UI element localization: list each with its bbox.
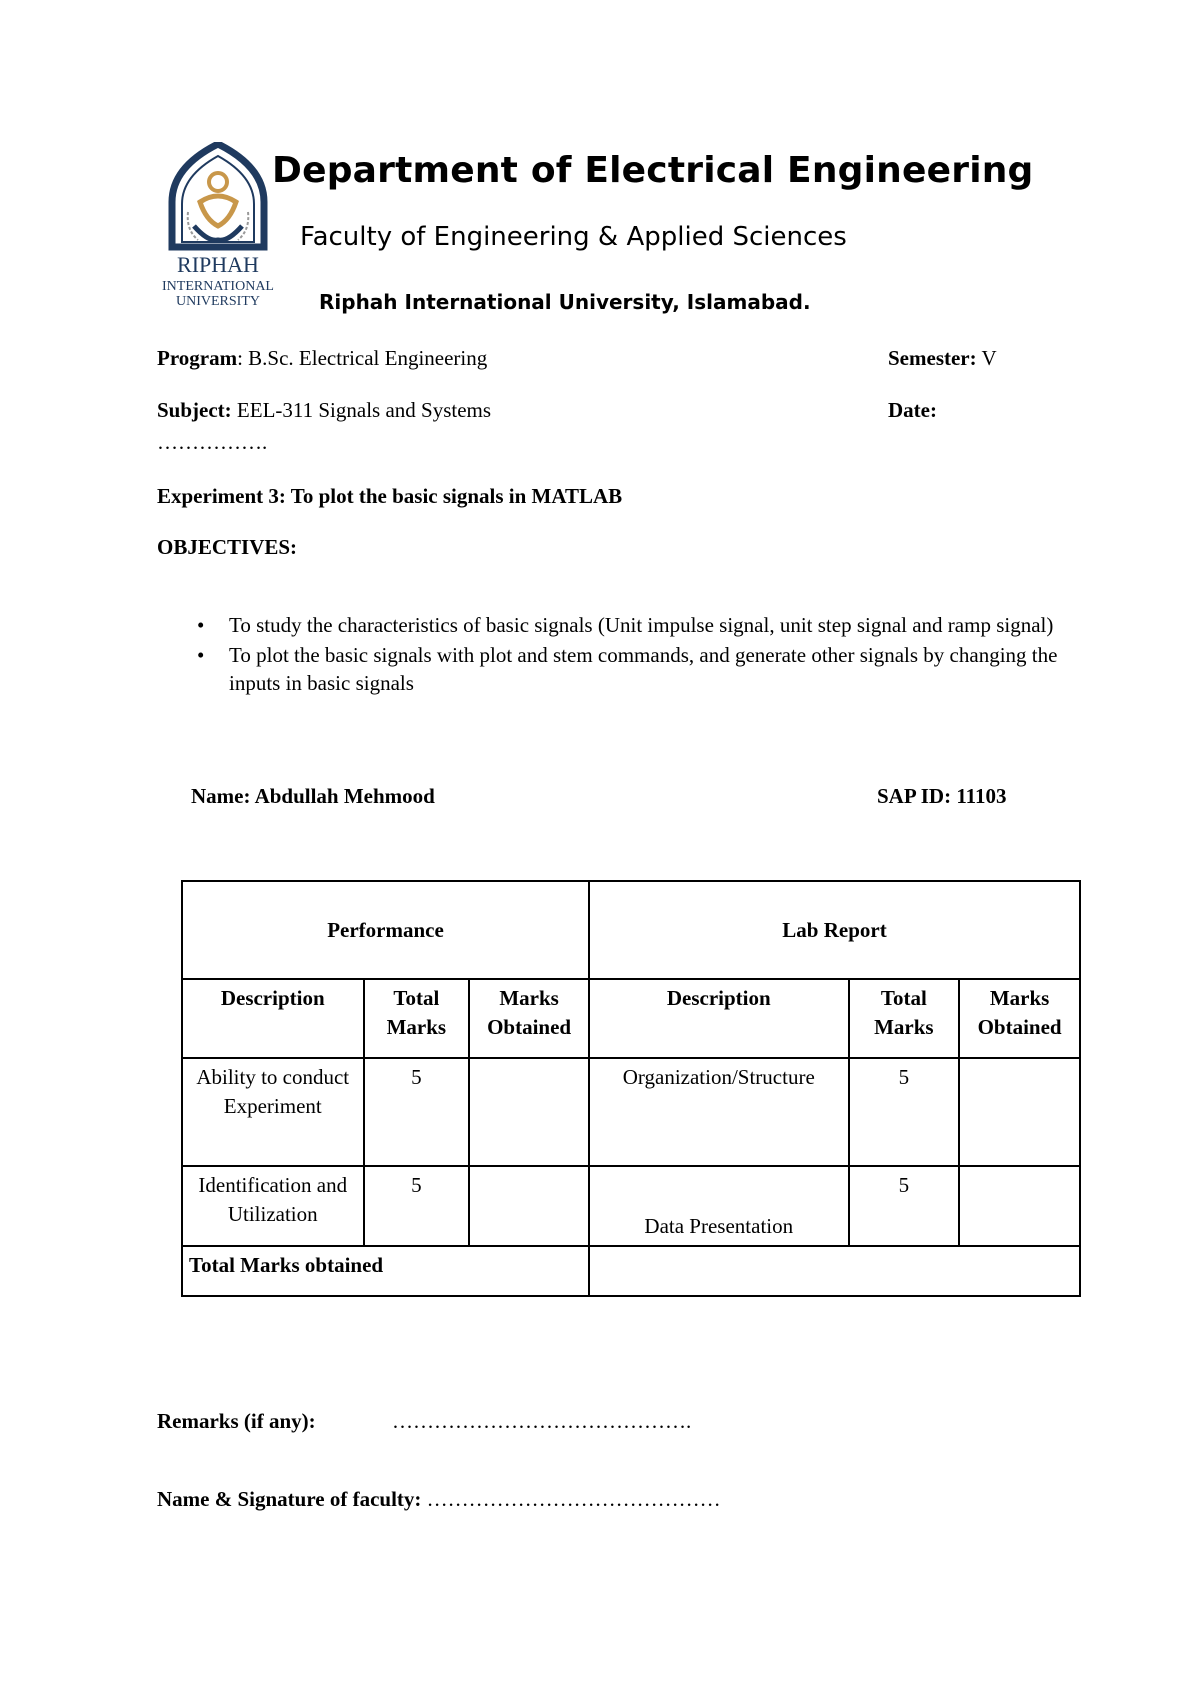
perf-total-cell: 5 — [364, 1166, 470, 1246]
lab-obtained-cell[interactable] — [959, 1166, 1080, 1246]
objective-item — [157, 641, 1087, 697]
perf-description-cell: Identification and Utilization — [182, 1166, 364, 1246]
lab-total-cell: 5 — [849, 1166, 960, 1246]
marks-table — [181, 880, 1081, 1297]
objectives-heading: OBJECTIVES: — [157, 535, 298, 559]
department-title: Department of Electrical Engineering — [272, 150, 1034, 191]
university-logo — [152, 142, 284, 312]
table-row — [182, 1166, 1080, 1246]
column-header-row — [182, 979, 1080, 1058]
experiment-title: Experiment 3: To plot the basic signals in MATLAB — [157, 484, 623, 508]
date-value: ……………. — [157, 430, 268, 454]
riphah-crest-icon — [152, 142, 284, 312]
program-line — [157, 346, 487, 371]
signature-line — [157, 1487, 721, 1512]
signature-label: Name & Signature of faculty: — [157, 1487, 422, 1511]
subject-label: Subject: — [157, 398, 232, 422]
semester-value: V — [981, 346, 997, 370]
logo-text-university: UNIVERSITY — [176, 294, 260, 309]
semester-line — [888, 346, 997, 371]
date-label: Date: — [888, 398, 937, 422]
total-row — [182, 1246, 1080, 1296]
program-value: : B.Sc. Electrical Engineering — [237, 346, 488, 370]
performance-header: Performance — [182, 881, 589, 979]
perf-total-marks-header: Total Marks — [364, 979, 470, 1058]
remarks-dots: ……………………………………. — [392, 1409, 692, 1433]
semester-label: Semester: — [888, 346, 977, 370]
subject-value: EEL-311 Signals and Systems — [236, 398, 492, 422]
total-marks-value[interactable] — [589, 1246, 1080, 1296]
lab-total-marks-header: Total Marks — [849, 979, 960, 1058]
signature-dots: …………………………………… — [426, 1487, 721, 1511]
perf-description-cell: Ability to conduct Experiment — [182, 1058, 364, 1166]
lab-marks-obtained-header: Marks Obtained — [959, 979, 1080, 1058]
perf-total-cell: 5 — [364, 1058, 470, 1166]
program-label: Program — [157, 346, 238, 370]
lab-description-header: Description — [589, 979, 849, 1058]
objectives-list — [157, 611, 1087, 699]
table-header-row — [182, 881, 1080, 979]
perf-marks-obtained-header: Marks Obtained — [469, 979, 589, 1058]
objective-text: To study the characteristics of basic signals (Unit impulse signal, unit step signal and ramp signal) — [229, 613, 1054, 637]
student-name: Name: Abdullah Mehmood — [191, 784, 435, 808]
bullet-icon: • — [197, 643, 205, 667]
objective-text: To plot the basic signals with plot and stem commands, and generate other signals by changing the inputs in basic signals — [229, 643, 1058, 695]
lab-report-header: Lab Report — [589, 881, 1080, 979]
perf-obtained-cell[interactable] — [469, 1058, 589, 1166]
lab-obtained-cell[interactable] — [959, 1058, 1080, 1166]
lab-total-cell: 5 — [849, 1058, 960, 1166]
university-title: Riphah International University, Islamabad. — [319, 290, 811, 314]
faculty-title: Faculty of Engineering & Applied Sciences — [300, 222, 847, 252]
perf-description-header: Description — [182, 979, 364, 1058]
lab-description-cell: Data Presentation — [589, 1166, 849, 1246]
sap-id: SAP ID: 11103 — [877, 784, 1007, 808]
lab-description-cell: Organization/Structure — [589, 1058, 849, 1166]
bullet-icon: • — [197, 613, 205, 637]
table-row — [182, 1058, 1080, 1166]
objective-item — [157, 611, 1087, 639]
perf-obtained-cell[interactable] — [469, 1166, 589, 1246]
total-marks-label: Total Marks obtained — [182, 1246, 589, 1296]
logo-text-international: INTERNATIONAL — [162, 279, 274, 294]
subject-line — [157, 398, 491, 423]
remarks-label: Remarks (if any): — [157, 1409, 316, 1433]
logo-text-riphah: RIPHAH — [177, 252, 259, 277]
